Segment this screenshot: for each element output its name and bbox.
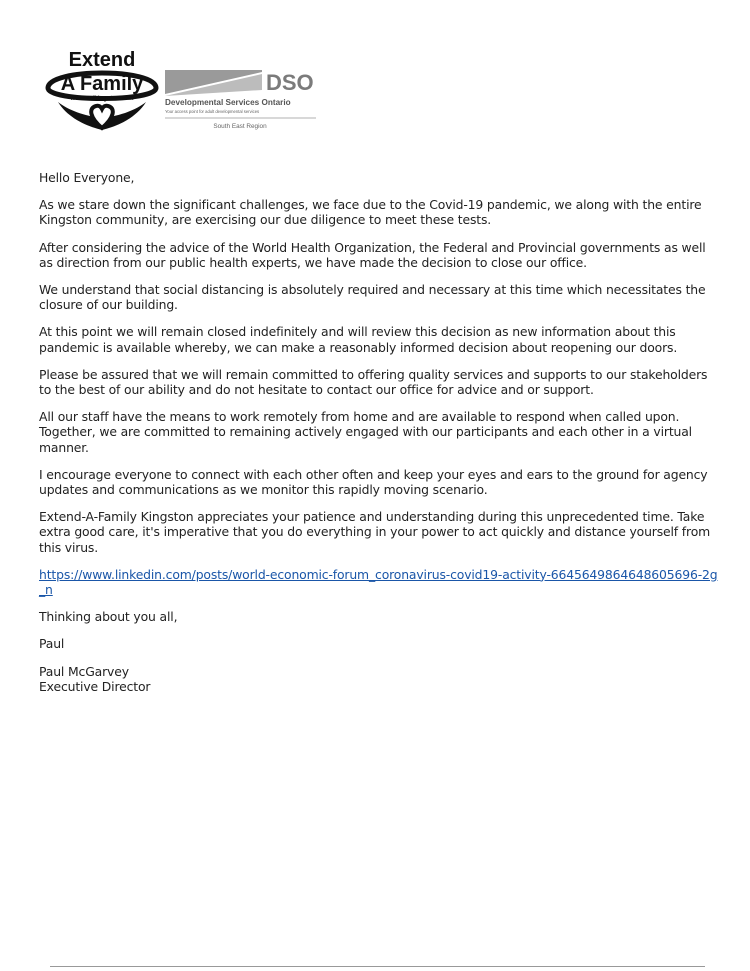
eaf-logo-line2: A Family: [60, 73, 144, 95]
letter-body: [39, 170, 719, 706]
linkedin-link[interactable]: https://www.linkedin.com/posts/world-economic-forum_coronavirus-covid19-activity-6645649864648605696-2g_n: [39, 566, 718, 598]
signature: Paul: [39, 636, 65, 652]
signer-title: Executive Director: [39, 678, 151, 694]
dso-logo-region: South East Region: [213, 123, 267, 130]
dso-logo-tagline: Your access point for adult developmental services: [165, 109, 260, 114]
paragraph: All our staff have the means to work remotely from home and are available to respond when called upon. Together, we are committed to remaining actively engaged with our participants and each other in a virtual manner.: [39, 409, 692, 455]
paragraph: After considering the advice of the World Health Organization, the Federal and Provincial governments as well as direction from our public health experts, we have made the decision to close our office.: [39, 239, 706, 270]
closing: Thinking about you all,: [39, 609, 178, 625]
footer-divider: [50, 966, 705, 967]
letterhead-logos: [44, 46, 334, 136]
eaf-logo-line1: Extend: [68, 49, 136, 71]
extend-a-family-logo: [48, 49, 156, 130]
dso-logo-full-name: Developmental Services Ontario: [165, 98, 291, 107]
dso-logo: [165, 70, 316, 130]
paragraph: Please be assured that we will remain committed to offering quality services and supports to our stakeholders to the best of our ability and do not hesitate to contact our office for advice and or support.: [39, 366, 708, 398]
paragraph: Extend-A-Family Kingston appreciates your patience and understanding during this unprecedented time. Take extra good care, it's imperative that you do everything in your power to act quickly and distance yourself from this virus.: [39, 509, 711, 555]
signer-name: Paul McGarvey: [39, 663, 129, 679]
dso-logo-name: DSO: [266, 70, 314, 95]
paragraph: As we stare down the significant challenges, we face due to the Covid-19 pandemic, we along with the entire Kingston community, are exercising our due diligence to meet these tests.: [39, 197, 702, 228]
paragraph: At this point we will remain closed indefinitely and will review this decision as new information about this pandemic is available whereby, we can make a reasonably informed decision about reopening our doors.: [39, 324, 678, 355]
paragraph: I encourage everyone to connect with each other often and keep your eyes and ears to the ground for agency updates and communications as we monitor this rapidly moving scenario.: [39, 466, 708, 498]
eaf-logo-url: www.eafkingston.com: [70, 96, 134, 102]
greeting: Hello Everyone,: [39, 170, 135, 185]
paragraph: We understand that social distancing is absolutely required and necessary at this time which necessitates the closure of our building.: [39, 282, 706, 313]
letterhead-logos-svg: [44, 46, 334, 136]
